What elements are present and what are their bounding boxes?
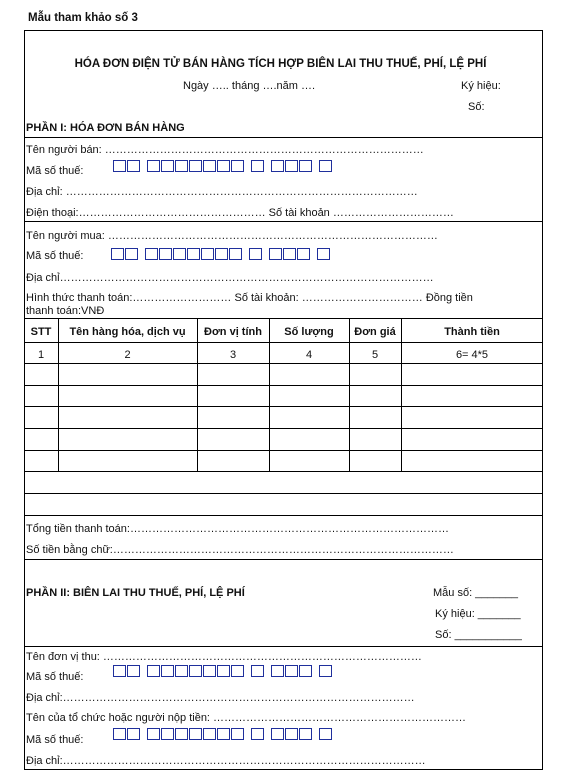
unit-address-field[interactable]: Địa chỉ:…………………………………………………………………………………… xyxy=(26,692,415,704)
receipt-form-number-field[interactable]: Mẫu số: _______ xyxy=(433,587,519,599)
table-row-border xyxy=(24,385,543,386)
payer-name-field[interactable]: Tên của tổ chức hoặc người nộp tiền: …………………………………………………………… xyxy=(26,712,467,724)
seller-tax-code-boxes[interactable] xyxy=(113,160,333,172)
receipt-symbol-field[interactable]: Ký hiệu: _______ xyxy=(435,608,521,620)
buyer-name-field[interactable]: Tên người mua: ……………………………………………………………………………… xyxy=(26,230,438,242)
column-header-stt: STT xyxy=(30,326,52,338)
table-cell: 6= 4*5 xyxy=(455,349,489,361)
section2-heading: PHẦN II: BIÊN LAI THU THUẾ, PHÍ, LỆ PHÍ xyxy=(26,587,245,599)
seller-address-field[interactable]: Địa chỉ: …………………………………………………………………………………… xyxy=(26,186,418,198)
date-line: Ngày ….. tháng ….năm …. xyxy=(183,80,316,92)
seller-tax-label: Mã số thuế: xyxy=(26,165,84,177)
table-cell: 4 xyxy=(305,349,313,361)
table-cell: 1 xyxy=(37,349,45,361)
column-header-unit: Đơn vị tính xyxy=(204,326,262,338)
table-row-border xyxy=(24,450,543,451)
table-cell: 2 xyxy=(124,349,131,361)
total-payment-field[interactable]: Tổng tiền thanh toán:…………………………………………………………………………… xyxy=(26,523,449,535)
column-header-amount: Thành tiền xyxy=(444,326,500,338)
table-header-border xyxy=(24,342,543,343)
payment-currency: thanh toán:VNĐ xyxy=(26,305,105,317)
symbol-label: Ký hiệu: xyxy=(461,80,501,92)
table-cell: 3 xyxy=(229,349,237,361)
unit-tax-code-boxes[interactable] xyxy=(113,665,333,677)
collecting-unit-name-field[interactable]: Tên đơn vị thu: …………………………………………………………………………… xyxy=(26,651,422,663)
column-header-goods: Tên hàng hóa, dịch vụ xyxy=(69,326,186,338)
table-column-divider xyxy=(269,318,270,471)
table-column-divider xyxy=(349,318,350,471)
payer-tax-code-boxes[interactable] xyxy=(113,728,333,740)
table-bottom-border xyxy=(24,471,543,472)
table-column-divider xyxy=(197,318,198,471)
reference-label: Mẫu tham khảo số 3 xyxy=(28,12,138,24)
table-column-divider xyxy=(58,318,59,471)
column-header-unit-price: Đơn giá xyxy=(354,326,396,338)
buyer-tax-label: Mã số thuế: xyxy=(26,250,84,262)
amount-in-words-field[interactable]: Số tiền bằng chữ:………………………………………………………………………………… xyxy=(26,544,454,556)
table-row-border xyxy=(24,363,543,364)
payer-tax-label: Mã số thuế: xyxy=(26,734,84,746)
buyer-tax-code-boxes[interactable] xyxy=(111,248,331,260)
table-top-border xyxy=(24,318,543,319)
payer-address-field[interactable]: Địa chỉ:……………………………………………………………………………………… xyxy=(26,755,426,767)
divider xyxy=(24,493,543,494)
divider xyxy=(24,137,543,138)
table-column-divider xyxy=(401,318,402,471)
number-label: Số: xyxy=(468,101,485,113)
invoice-title: HÓA ĐƠN ĐIỆN TỬ BÁN HÀNG TÍCH HỢP BIÊN LAI THU THUẾ, PHÍ, LỆ PHÍ xyxy=(74,58,487,70)
payment-method-field[interactable]: Hình thức thanh toán:……………………… Số tài khoản: …………………………… Đồng tiền xyxy=(26,292,473,304)
divider xyxy=(24,515,543,516)
divider xyxy=(24,221,543,222)
section-divider xyxy=(24,559,543,560)
section1-heading: PHẦN I: HÓA ĐƠN BÁN HÀNG xyxy=(26,122,185,134)
column-header-quantity: Số lượng xyxy=(284,326,334,338)
receipt-number-field[interactable]: Số: ___________ xyxy=(435,629,522,641)
table-cell: 5 xyxy=(371,349,379,361)
buyer-address-field[interactable]: Địa chỉ………………………………………………………………………………………… xyxy=(26,272,434,284)
table-row-border xyxy=(24,428,543,429)
seller-name-field[interactable]: Tên người bán: …………………………………………………………………………… xyxy=(26,144,424,156)
seller-phone-account-field[interactable]: Điện thoại:…………………………………………… Số tài khoản …………………………… xyxy=(26,207,454,219)
table-row-border xyxy=(24,406,543,407)
divider xyxy=(24,646,543,647)
unit-tax-label: Mã số thuế: xyxy=(26,671,84,683)
